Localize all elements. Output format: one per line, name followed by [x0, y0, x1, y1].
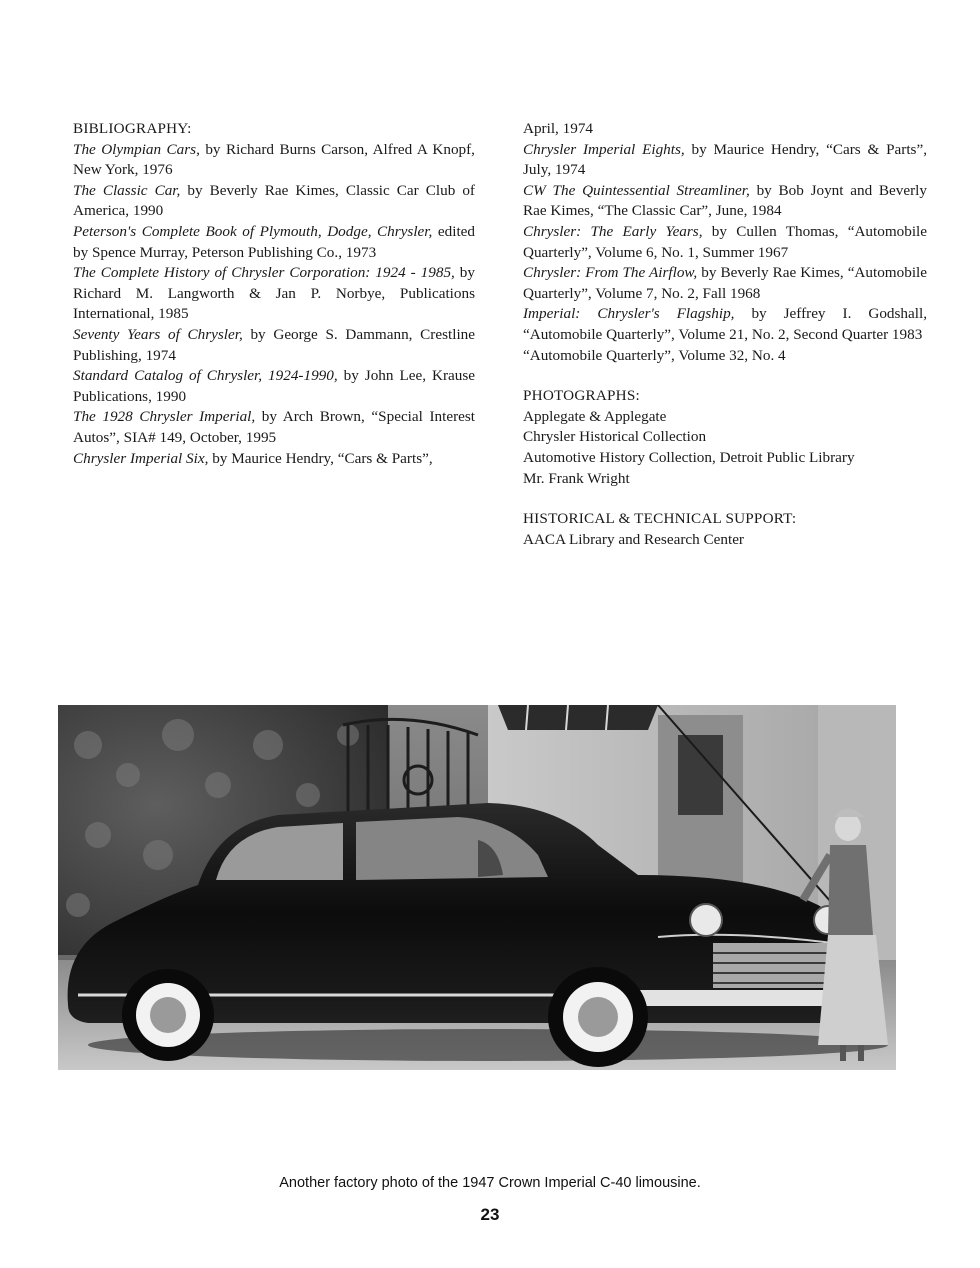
limousine-photo [58, 705, 896, 1070]
entry-title: Imperial: Chrysler's Flagship, [523, 305, 735, 323]
bibliography-entry [73, 222, 475, 263]
entry-title: Chrysler Imperial Six, [73, 449, 209, 467]
bibliography-entry [523, 304, 927, 345]
bibliography-entry [523, 119, 927, 140]
bibliography-entry [523, 263, 927, 304]
bibliography-entry [523, 346, 927, 367]
entry-details: by Beverly Rae Kimes, Classic Car Club of America, 1990 [73, 181, 475, 220]
entry-details: by Beverly Rae Kimes, “Automobile Quarterly”, Volume 7, No. 2, Fall 1968 [523, 264, 927, 302]
bibliography-entry [523, 140, 927, 181]
bibliography-column-left [73, 119, 475, 469]
entry-title: The Olympian Cars, [73, 140, 200, 158]
bibliography-heading: BIBLIOGRAPHY: [73, 120, 192, 137]
entry-title: The Classic Car, [73, 181, 181, 199]
photo-credit: Mr. Frank Wright [523, 469, 630, 487]
entry-details: by Jeffrey I. Godshall, “Automobile Quarterly”, Volume 21, No. 2, Second Quarter 1983 [523, 305, 927, 343]
entry-details: edited by Spence Murray, Peterson Publishing Co., 1973 [73, 222, 476, 261]
entry-title: Chrysler: From The Airflow, [523, 264, 698, 282]
support-heading: HISTORICAL & TECHNICAL SUPPORT: [523, 510, 797, 528]
photo-credit: Chrysler Historical Collection [523, 428, 707, 446]
entry-title: The 1928 Chrysler Imperial, [73, 408, 256, 426]
bibliography-entry [73, 181, 475, 222]
entry-details: by Bob Joynt and Beverly Rae Kimes, “The Classic Car”, June, 1984 [523, 181, 927, 220]
entry-details: by Richard Burns Carson, Alfred A Knopf, New York, 1976 [73, 140, 475, 179]
entry-details: by John Lee, Krause Publications, 1990 [73, 367, 475, 405]
entry-title: CW The Quintessential Streamliner, [523, 181, 750, 199]
entry-title: Peterson's Complete Book of Plymouth, Dodge, Chrysler, [73, 222, 433, 240]
entry-title: Chrysler: The Early Years, [523, 222, 703, 240]
entry-details: by George S. Dammann, Crestline Publishing, 1974 [73, 325, 475, 364]
photo-credit: Automotive History Collection, Detroit Public Library [523, 448, 855, 466]
support-credit: AACA Library and Research Center [523, 530, 744, 548]
entry-details: “Automobile Quarterly”, Volume 32, No. 4 [523, 346, 786, 364]
entry-details: by Maurice Hendry, “Cars & Parts”, [208, 449, 433, 467]
photo-caption: Another factory photo of the 1947 Crown Imperial C-40 limousine. [279, 1175, 701, 1191]
entry-details: by Maurice Hendry, “Cars & Parts”, July, 1974 [523, 140, 928, 179]
bibliography-entry [523, 181, 927, 222]
bibliography-entry [73, 366, 475, 407]
page-number: 23 [480, 1205, 500, 1224]
bibliography-entry [73, 140, 475, 181]
bibliography-entry [523, 222, 927, 263]
entry-details: by Cullen Thomas, “Automobile Quarterly”, Volume 6, No. 1, Summer 1967 [523, 222, 928, 261]
entry-details: by Richard M. Langworth & Jan P. Norbye, Publications International, 1985 [73, 264, 475, 323]
entry-title: Chrysler Imperial Eights, [523, 140, 685, 158]
entry-title: Seventy Years of Chrysler, [73, 325, 243, 343]
entry-details: April, 1974 [523, 120, 594, 137]
entry-details: by Arch Brown, “Special Interest Autos”, SIA# 149, October, 1995 [73, 408, 475, 446]
bibliography-entry [73, 325, 475, 366]
entry-title: The Complete History of Chrysler Corporation: 1924 - 1985, [73, 264, 455, 282]
bibliography-entry [73, 263, 475, 325]
bibliography-entry [73, 407, 475, 448]
entry-title: Standard Catalog of Chrysler, 1924-1990, [73, 367, 338, 385]
bibliography-entry [73, 449, 475, 470]
photo-credit: Applegate & Applegate [523, 407, 667, 425]
bibliography-column-right [523, 119, 927, 550]
photographs-heading: PHOTOGRAPHS: [523, 387, 640, 405]
